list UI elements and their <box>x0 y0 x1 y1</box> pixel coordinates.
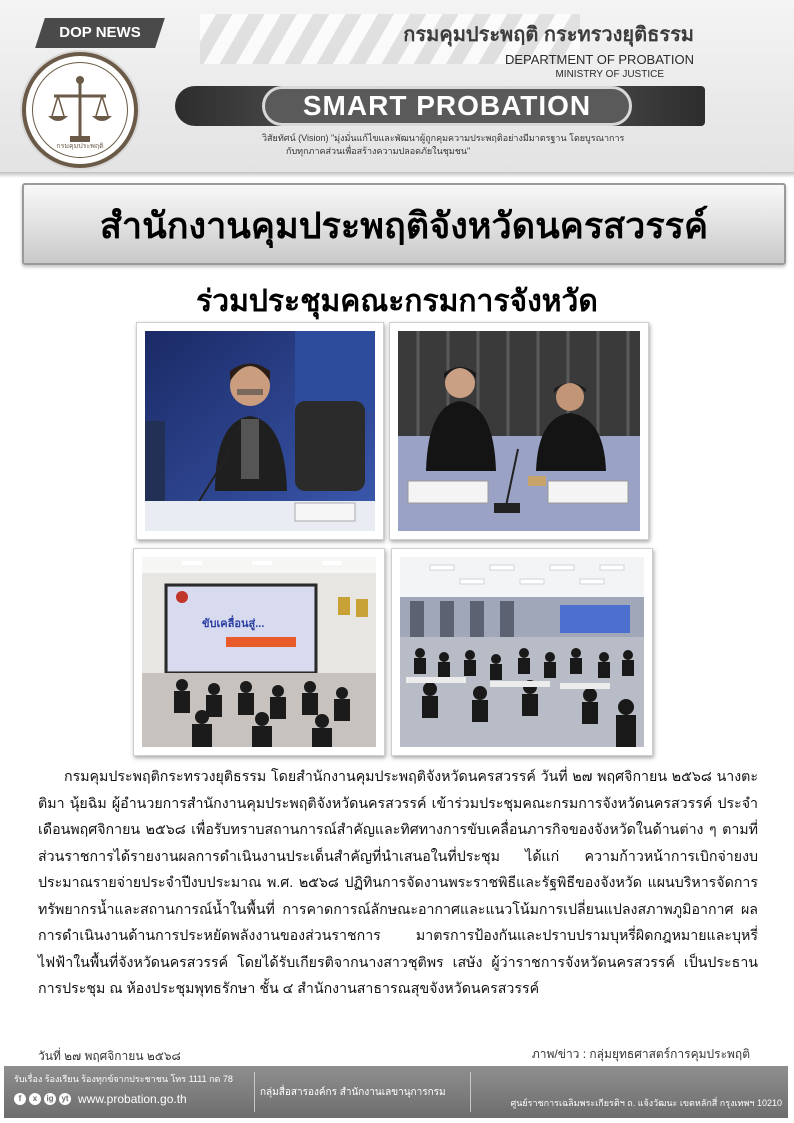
page-header <box>0 0 794 178</box>
photo-director-speaking <box>136 322 384 540</box>
ministry-name: MINISTRY OF JUSTICE <box>555 69 664 80</box>
footer-contact <box>14 1066 254 1118</box>
website-link[interactable]: www.probation.go.th <box>78 1092 187 1106</box>
footer-divider-2 <box>470 1072 471 1112</box>
vision-line-2: กับทุกภาคส่วนเพื่อสร้างความปลอดภัยในชุมชน" <box>286 146 471 156</box>
photo-two-attendees <box>389 322 649 540</box>
photo-3-image <box>142 557 376 747</box>
footer-address <box>476 1066 782 1118</box>
publisher-text: กลุ่มสื่อสารองค์กร สำนักงานเลขานุการกรม <box>260 1087 446 1098</box>
youtube-icon[interactable]: yt <box>59 1093 71 1105</box>
news-date: วันที่ ๒๗ พฤศจิกายน ๒๕๖๘ <box>38 1049 181 1063</box>
address-text: ศูนย์ราชการเฉลิมพระเกียรติฯ ถ. แจ้งวัฒนะ เขตหลักสี่ กรุงเทพฯ 10210 <box>510 1098 782 1108</box>
photo-meeting-stage <box>133 548 385 756</box>
photo-1-image <box>145 331 375 531</box>
facebook-icon[interactable]: f <box>14 1093 26 1105</box>
org-name-thai: กรมคุมประพฤติ กระทรวงยุติธรรม <box>403 24 694 46</box>
header-divider <box>0 172 794 178</box>
footer-divider-1 <box>254 1072 255 1112</box>
footer-publisher <box>260 1066 470 1118</box>
photo-news-credit: ภาพ/ข่าว : กลุ่มยุทธศาสตร์การคุมประพฤติ <box>531 1047 750 1061</box>
logo-caption: กรมคุมประพฤติ <box>56 143 104 150</box>
vision-statement <box>262 132 732 158</box>
dop-news-label: DOP NEWS <box>59 24 141 41</box>
department-logo <box>22 52 138 168</box>
org-name-english: DEPARTMENT OF PROBATION <box>504 52 694 67</box>
photo-3-screen-text: ขับเคลื่อนสู่... <box>202 618 265 630</box>
news-body: กรมคุมประพฤติกระทรวงยุติธรรม โดยสำนักงานคุมประพฤติจังหวัดนครสวรรค์ วันที่ ๒๗ พฤศจิกายน ๒๕๖๘ นางตะติมา นุ้ยฉิม ผู้อำนวยการสำนักงานคุมประพฤติจังหวัดนครสวรรค์ เข้าร่วมประชุมคณะกรมการจังหวัดนครสวรรค์ ประจำเดือนพฤศจิกายน ๒๕๖๘ เพื่อรับทราบสถานการณ์สำคัญและทิศทางการขับเคลื่อนภารกิจของจังหวัดในด้านต่าง ๆ ตามที่ส่วนราชการได้รายงานผลการดำเนินงานประเด็นสำคัญที่นำเสนอในที่ประชุม ได้แก่ ความก้าวหน้าการเบิกจ่ายงบประมาณรายจ่ายประจำปีงบประมาณ พ.ศ. ๒๕๖๘ ปฏิทินการจัดงานพระราชพิธีและรัฐพิธีของจังหวัด แผนบริหารจัดการทรัพยากรน้ำและสถานการณ์น้ำในพื้นที่ การคาดการณ์ลักษณะอากาศและแนวโน้มการเปลี่ยนแปลงสภาพภูมิอากาศ ผลการดำเนินงานด้านการประหยัดพลังงานของส่วนราชการ มาตรการป้องกันและปราบปรามบุหรี่ผิดกฎหมายและบุหรี่ไฟฟ้าในพื้นที่จังหวัดนครสวรรค์ โดยได้รับเกียรติจากนางสาวชุติพร เสษัง ผู้ว่าราชการจังหวัดนครสวรรค์ เป็นประธานการประชุม ณ ห้องประชุมพุทธรักษา ชั้น ๔ สำนักงานสาธารณสุขจังหวัดนครสวรรค์ <box>38 769 758 997</box>
dop-news-tag <box>35 18 165 48</box>
photo-4-image <box>400 557 644 747</box>
org-name-block <box>403 18 694 80</box>
instagram-icon[interactable]: ig <box>44 1093 56 1105</box>
photo-2-image <box>398 331 640 531</box>
news-title: สำนักงานคุมประพฤติจังหวัดนครสวรรค์ <box>99 205 709 246</box>
page-footer <box>4 1066 788 1118</box>
vision-line-1: วิสัยทัศน์ (Vision) "มุ่งมั่นแก้ไขและพัฒนาผู้ถูกคุมความประพฤติอย่างมีมาตรฐาน โดยบูรณาการ <box>262 133 625 143</box>
photo-meeting-hall <box>391 548 653 756</box>
x-twitter-icon[interactable]: x <box>29 1093 41 1105</box>
title-banner <box>22 183 786 265</box>
social-links <box>14 1092 254 1106</box>
brand-title: SMART PROBATION <box>302 90 592 121</box>
complaint-hotline: รับเรื่อง ร้องเรียน ร้องทุกข์จากประชาชน โทร 1111 กด 78 <box>14 1074 233 1084</box>
news-subtitle: ร่วมประชุมคณะกรมการจังหวัด <box>196 285 598 318</box>
